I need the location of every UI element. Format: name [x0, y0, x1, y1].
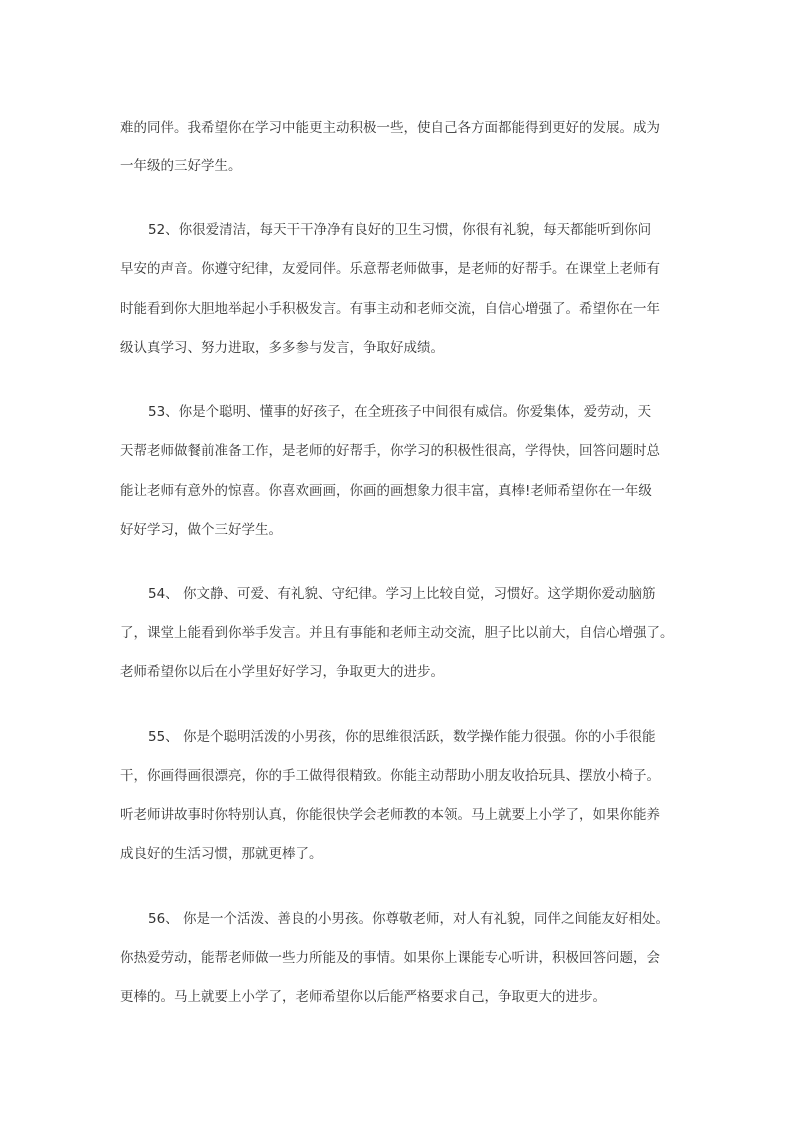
paragraph-line: 能让老师有意外的惊喜。你喜欢画画，你画的画想象力很丰富，真棒!老师希望你在一年级 [120, 483, 652, 499]
paragraph-line: 听老师讲故事时你特别认真，你能很快学会老师教的本领。马上就要上小学了，如果你能养 [120, 807, 660, 823]
paragraph-line: 一年级的三好学生。 [120, 158, 242, 174]
paragraph-line: 55、 你是个聪明活泼的小男孩，你的思维很活跃，数学操作能力很强。你的小手很能 [148, 729, 656, 745]
paragraph-line: 级认真学习、努力进取，多多参与发言，争取好成绩。 [120, 340, 444, 356]
paragraph-line: 了，课堂上能看到你举手发言。并且有事能和老师主动交流，胆子比以前大，自信心增强了。 [120, 625, 674, 641]
paragraph-line: 53、你是个聪明、懂事的好孩子，在全班孩子中间很有威信。你爱集体，爱劳动，天 [148, 404, 652, 420]
paragraph-line: 难的同伴。我希望你在学习中能更主动积极一些，使自己各方面都能得到更好的发展。成为 [120, 120, 660, 136]
paragraph-line: 老师希望你以后在小学里好好学习，争取更大的进步。 [120, 664, 444, 680]
paragraph-line: 好好学习，做个三好学生。 [120, 522, 282, 538]
paragraph-line: 干，你画得画很漂亮，你的手工做得很精致。你能主动帮助小朋友收拾玩具、摆放小椅子。 [120, 768, 660, 784]
paragraph-line: 时能看到你大胆地举起小手积极发言。有事主动和老师交流，自信心增强了。希望你在一年 [120, 301, 660, 317]
paragraph-line: 56、 你是一个活泼、善良的小男孩。你尊敬老师，对人有礼貌，同伴之间能友好相处。 [148, 911, 669, 927]
paragraph-line: 成良好的生活习惯，那就更棒了。 [120, 846, 323, 862]
paragraph-line: 早安的声音。你遵守纪律，友爱同伴。乐意帮老师做事，是老师的好帮手。在课堂上老师有 [120, 261, 660, 277]
paragraph-line: 54、 你文静、可爱、有礼貌、守纪律。学习上比较自觉，习惯好。这学期你爱动脑筋 [148, 586, 656, 602]
paragraph-line: 更棒的。马上就要上小学了，老师希望你以后能严格要求自己，争取更大的进步。 [120, 989, 606, 1005]
paragraph-line: 天帮老师做餐前准备工作，是老师的好帮手，你学习的积极性很高，学得快，回答问题时总 [120, 443, 660, 459]
paragraph-line: 你热爱劳动，能帮老师做一些力所能及的事情。如果你上课能专心听讲，积极回答问题，会 [120, 950, 660, 966]
paragraph-line: 52、你很爱清洁，每天干干净净有良好的卫生习惯，你很有礼貌，每天都能听到你问 [148, 222, 652, 238]
